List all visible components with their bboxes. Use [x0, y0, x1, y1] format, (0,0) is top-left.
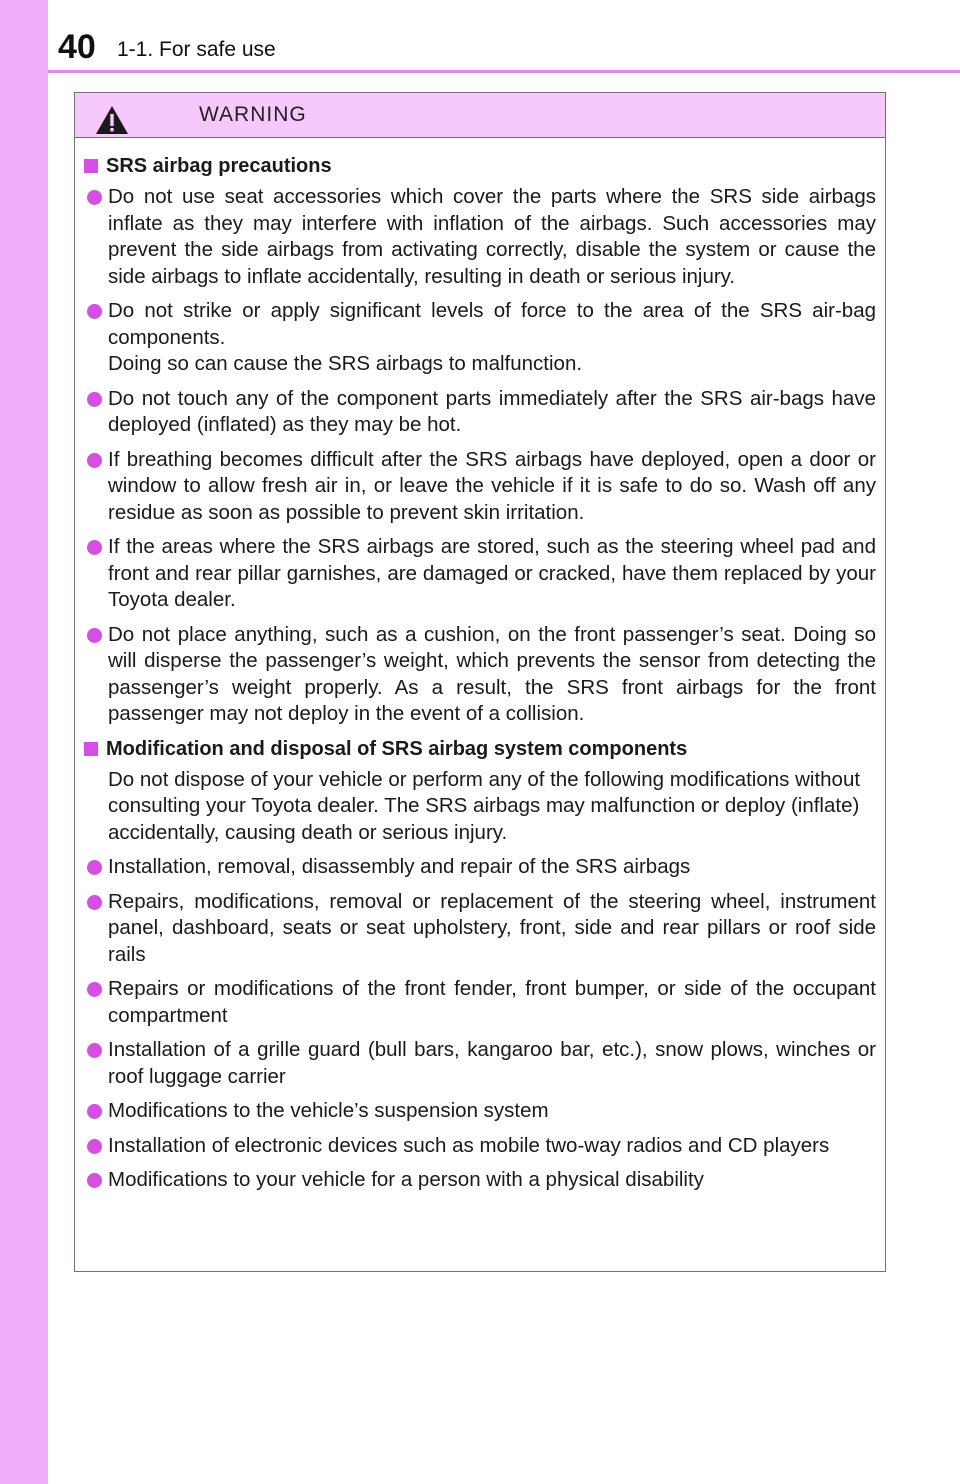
section-heading-modification-disposal: [84, 736, 876, 763]
section-heading-srs-precautions: [84, 153, 876, 180]
round-bullet-icon: [84, 184, 108, 290]
list-item-text: Installation of electronic devices such as mobile two-way radios and CD players: [108, 1133, 830, 1157]
round-bullet-icon: [84, 1167, 108, 1194]
list-item-text: Repairs, modifications, removal or replacement of the steering wheel, instrument panel, dashboard, seats or seat upholstery, front, side and rear pillars or roof side rails: [108, 889, 876, 966]
round-bullet-icon: [84, 534, 108, 614]
square-bullet-icon: [84, 159, 98, 173]
warning-label: WARNING: [199, 103, 307, 126]
round-bullet-icon: [84, 1037, 108, 1090]
list-item: [84, 854, 876, 881]
warning-box: [74, 92, 886, 1272]
list-item-text: [108, 298, 876, 378]
list-item-text: If the areas where the SRS airbags are stored, such as the steering wheel pad and front and rear pillar garnishes, are damaged or cracked, have them replaced by your Toyota dealer.: [108, 535, 876, 611]
warning-triangle-icon: [95, 105, 129, 135]
header-rule: [48, 70, 960, 73]
list-item-text: Installation, removal, disassembly and repair of the SRS airbags: [108, 855, 691, 878]
list-item: [84, 1037, 876, 1090]
round-bullet-icon: [84, 1133, 108, 1160]
round-bullet-icon: [84, 447, 108, 527]
list-item-text: Modifications to your vehicle for a person with a physical disability: [108, 1168, 704, 1191]
list-item: [84, 447, 876, 527]
square-bullet-icon: [84, 742, 98, 756]
list-item: [84, 1133, 876, 1160]
list-item: [84, 386, 876, 439]
section-intro: Do not dispose of your vehicle or perform any of the following modifications without consulting your Toyota dealer. The SRS airbags may malfunction or deploy (inflate) accidentally, causing death or serious injury.: [108, 767, 861, 844]
list-item-text: Do not use seat accessories which cover the parts where the SRS side airbags inflate as they may interfere with inflation of the airbags. Such accessories may prevent the side airbags from activating correctly, disable the system or cause the side airbags to inflate accidentally, resulting in death or serious injury.: [108, 185, 876, 288]
heading-text: Modification and disposal of SRS airbag system components: [106, 737, 688, 760]
list-item: [84, 889, 876, 969]
warning-header: [75, 93, 885, 138]
list-item-text: Installation of a grille guard (bull bars, kangaroo bar, etc.), snow plows, winches or roof luggage carrier: [108, 1038, 876, 1088]
list-item-text: Modifications to the vehicle’s suspension system: [108, 1099, 549, 1122]
section-title: 1-1. For safe use: [117, 38, 276, 61]
list-item: [84, 1167, 876, 1194]
round-bullet-icon: [84, 386, 108, 439]
round-bullet-icon: [84, 854, 108, 881]
page-number: 40: [58, 28, 96, 66]
round-bullet-icon: [84, 298, 108, 378]
list-item-text: Do not place anything, such as a cushion, on the front passenger’s seat. Doing so will disperse the passenger’s weight, which prevents the sensor from detecting the passenger’s weight properly. As a result, the SRS front airbags for the front passenger may not deploy in the event of a collision.: [108, 622, 876, 725]
list-item: [84, 534, 876, 614]
list-item: [84, 976, 876, 1029]
list-item: [84, 184, 876, 290]
list-item-text: Do not touch any of the component parts immediately after the SRS air-bags have deployed (inflated) as they may be hot.: [108, 386, 876, 436]
list-item-note: Doing so can cause the SRS airbags to malfunction.: [108, 352, 583, 375]
warning-content: [75, 138, 885, 1194]
round-bullet-icon: [84, 976, 108, 1029]
round-bullet-icon: [84, 622, 108, 728]
side-tab-strip: [0, 0, 48, 1484]
round-bullet-icon: [84, 1098, 108, 1125]
list-item-text: Repairs or modifications of the front fender, front bumper, or side of the occupant compartment: [108, 977, 876, 1027]
list-item-main: Do not strike or apply significant levels of force to the area of the SRS air-bag components.: [108, 299, 876, 349]
list-item: [84, 298, 876, 378]
list-item: [84, 1098, 876, 1125]
round-bullet-icon: [84, 889, 108, 969]
list-item: [84, 622, 876, 728]
list-item-text: If breathing becomes difficult after the SRS airbags have deployed, open a door or window to allow fresh air in, or leave the vehicle if it is safe to do so. Wash off any residue as soon as possible to prevent skin irritation.: [108, 447, 876, 524]
heading-text: SRS airbag precautions: [106, 155, 332, 177]
